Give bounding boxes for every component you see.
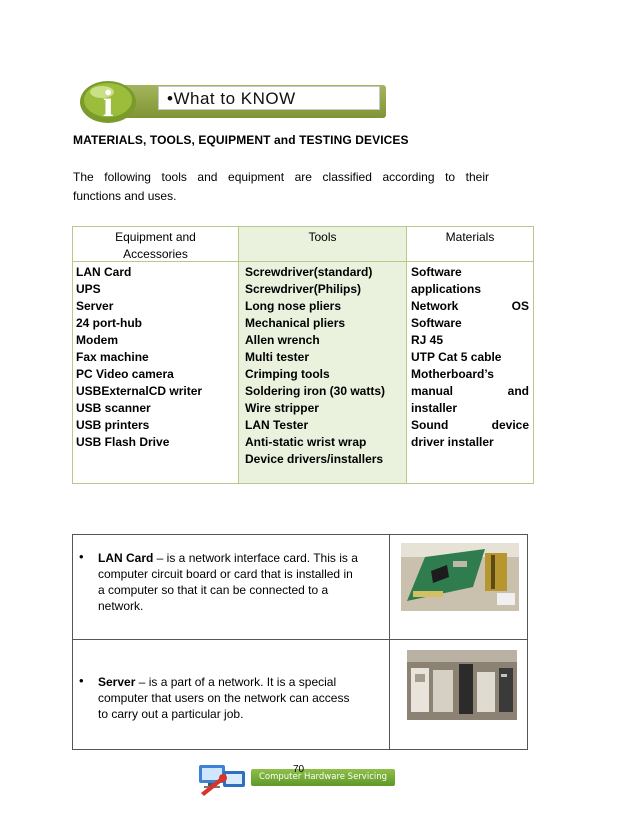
- list-item: Software: [411, 265, 462, 279]
- info-icon: [78, 80, 140, 124]
- term: Server: [98, 675, 136, 689]
- list-item: USB Flash Drive: [76, 435, 170, 449]
- footer-label: Computer Hardware Servicing: [251, 769, 395, 786]
- page-heading: MATERIALS, TOOLS, EQUIPMENT and TESTING DEVICES: [73, 133, 409, 147]
- list-item: [411, 298, 529, 315]
- equipment-list: [76, 264, 202, 451]
- equipment-column: [73, 227, 238, 483]
- equipment-header: [73, 227, 238, 261]
- server-row: [73, 640, 527, 749]
- column-divider: [389, 535, 390, 749]
- list-item: USB printers: [76, 418, 150, 432]
- tools-column: [238, 227, 407, 483]
- list-item: Screwdriver(Philips): [245, 282, 362, 296]
- list-item: 24 port-hub: [76, 316, 142, 330]
- list-item: Modem: [76, 333, 118, 347]
- list-item: Motherboard’s: [411, 367, 494, 381]
- word: OS: [511, 299, 529, 313]
- word: Sound: [411, 418, 449, 432]
- list-item: UPS: [76, 282, 101, 296]
- list-item: USBExternalCD writer: [76, 384, 203, 398]
- list-item: Screwdriver(standard): [245, 265, 373, 279]
- classification-table: [72, 226, 534, 484]
- list-item: driver installer: [411, 435, 494, 449]
- list-item: LAN Tester: [245, 418, 309, 432]
- materials-column: [407, 227, 533, 483]
- list-item: PC Video camera: [76, 367, 174, 381]
- list-item: Device drivers/installers: [245, 452, 384, 466]
- list-item: [411, 417, 529, 434]
- header-divider: [73, 261, 533, 262]
- word: manual: [411, 384, 454, 398]
- text: computer that users on the network can access: [98, 691, 350, 705]
- term: LAN Card: [98, 551, 154, 565]
- tools-header: Tools: [308, 230, 337, 244]
- intro-line: functions and uses.: [73, 189, 177, 203]
- info-icon-letter: i: [102, 83, 114, 124]
- list-item: Allen wrench: [245, 333, 320, 347]
- list-item: [411, 383, 529, 400]
- server-photo: [407, 650, 517, 720]
- lan-card-description: [98, 550, 381, 614]
- lan-card-photo: [401, 543, 519, 611]
- list-item: LAN Card: [76, 265, 132, 279]
- list-item: Mechanical pliers: [245, 316, 346, 330]
- lan-card-row: [73, 535, 527, 640]
- list-item: UTP Cat 5 cable: [411, 350, 502, 364]
- list-item: USB scanner: [76, 401, 151, 415]
- word: device: [491, 418, 529, 432]
- page-number: 70: [293, 764, 305, 775]
- word: and: [507, 384, 529, 398]
- text: a computer so that it can be connected to a: [98, 583, 329, 597]
- banner-label: •What to KNOW: [158, 86, 380, 110]
- header-line: Accessories: [123, 247, 188, 261]
- section-banner: [78, 80, 388, 124]
- text: – is a part of a network. It is a special: [135, 675, 337, 689]
- text: to carry out a particular job.: [98, 707, 244, 721]
- text: – is a network interface card. This is a: [153, 551, 358, 565]
- list-item: Crimping tools: [245, 367, 330, 381]
- list-item: Long nose pliers: [245, 299, 342, 313]
- list-item: Soldering iron (30 watts): [245, 384, 386, 398]
- intro-paragraph: [73, 168, 489, 206]
- bullet: •: [79, 549, 84, 564]
- materials-list: [411, 264, 529, 451]
- list-item: Software: [411, 316, 462, 330]
- word: Network: [411, 299, 459, 313]
- header-line: Equipment and: [115, 230, 196, 244]
- intro-line: The following tools and equipment are classified according to their: [73, 170, 489, 184]
- computer-tools-icon: [195, 763, 255, 797]
- list-item: Multi tester: [245, 350, 310, 364]
- server-description: [98, 674, 381, 722]
- list-item: RJ 45: [411, 333, 444, 347]
- description-table: [72, 534, 528, 750]
- materials-header: Materials: [445, 230, 495, 244]
- list-item: applications: [411, 282, 482, 296]
- list-item: installer: [411, 401, 458, 415]
- tools-list: [245, 264, 385, 468]
- text: network.: [98, 599, 144, 613]
- text: computer circuit board or card that is installed in: [98, 567, 353, 581]
- bullet: •: [79, 673, 84, 688]
- list-item: Server: [76, 299, 114, 313]
- list-item: Wire stripper: [245, 401, 319, 415]
- list-item: Anti-static wrist wrap: [245, 435, 367, 449]
- list-item: Fax machine: [76, 350, 149, 364]
